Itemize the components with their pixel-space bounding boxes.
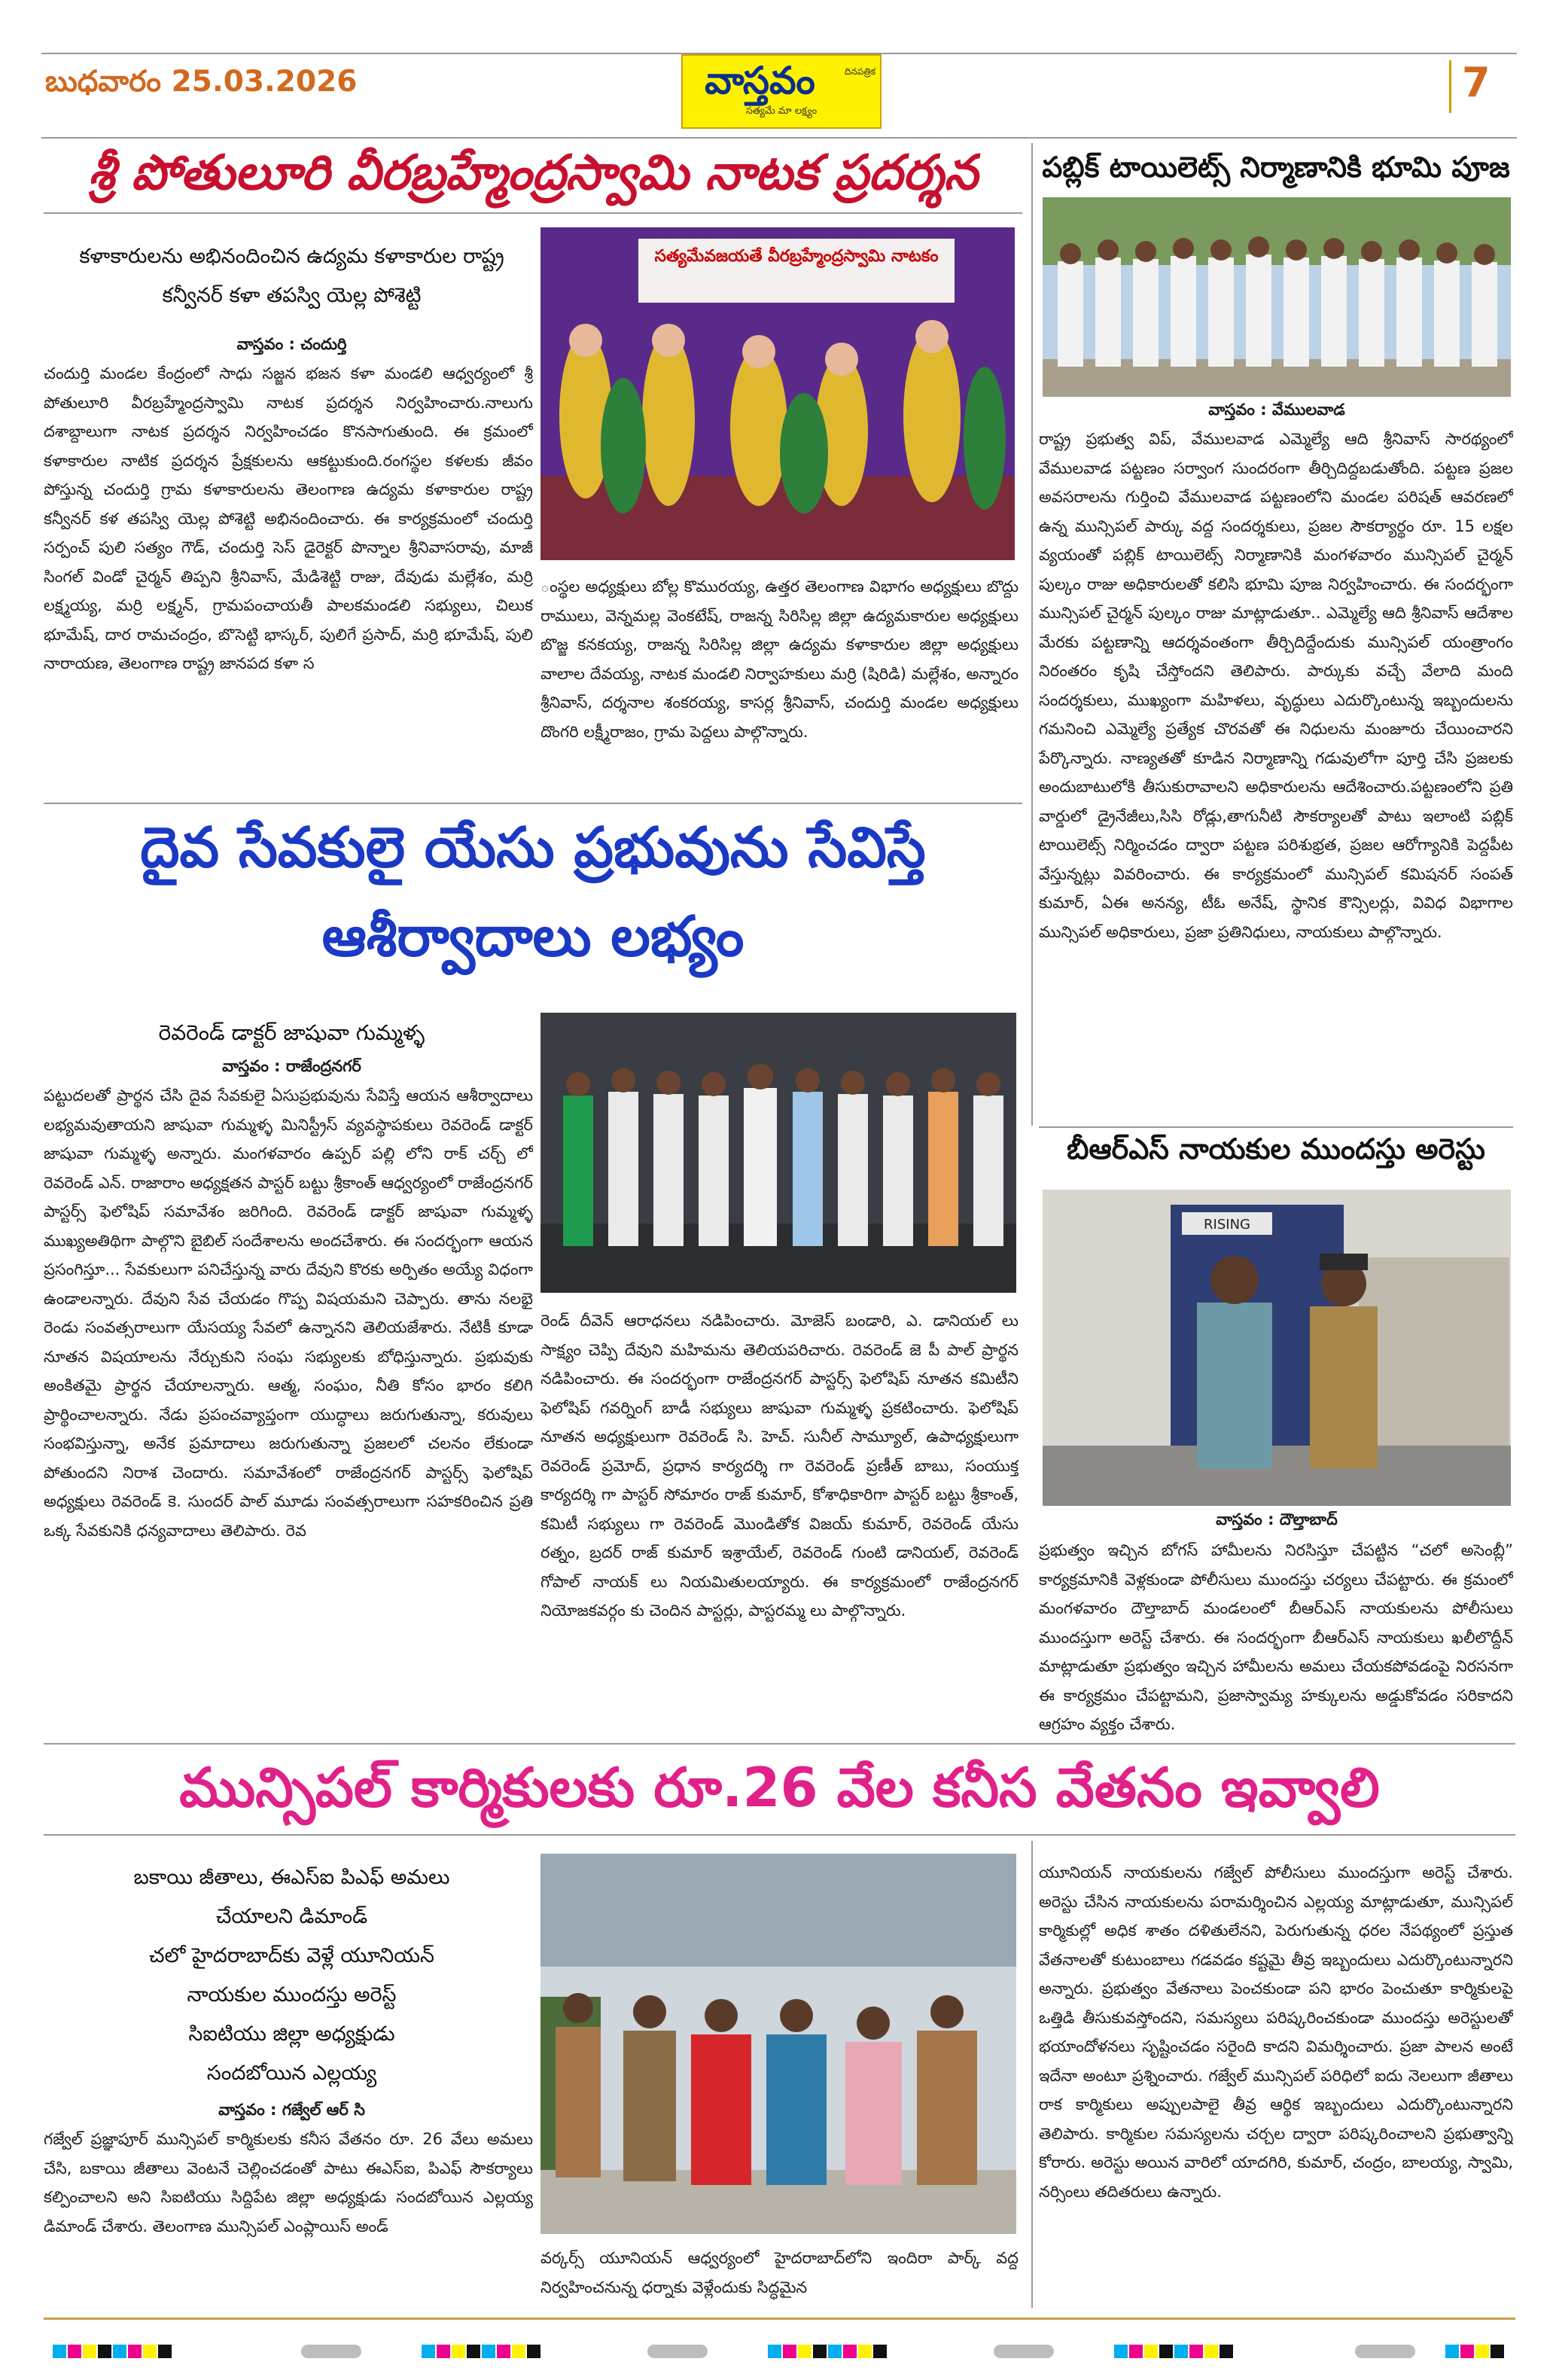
issue-date: బుధవారం 25.03.2026 bbox=[45, 65, 358, 99]
story5-dateline: వాస్తవం : గజ్వేల్ ఆర్ సి bbox=[218, 2101, 365, 2119]
story3-column-1: పట్టుదలతో ప్రార్థన చేసి దైవ సేవకులై ఏసుప్రభువును సేవిస్తే ఆయన ఆశీర్వాదాలు లభ్యమవుతాయని జాషువా గుమ్మళ్ళ మినిస్ట్రీస్ వ్యవస్థాపకులు రెవరెండ్ డాక్టర్ జాషువా గుమ్మళ్ళ అన్నారు. మంగళవారం ఉప్పర్ పల్లి లోని రాక్ చర్చ్ లో రెవరెండ్ ఎన్. రాజారాం అధ్యక్షతన పాస్టర్ బట్టు శ్రీకాంత్ ఆధ్వర్యంలో రాజేంద్రనగర్ పాస్టర్స్ ఫెలోషిప్ సమావేశం జరిగింది. రెవరెండ్ డాక్టర్ జాషువా గుమ్మళ్ళ ముఖ్యఅతిథిగా పాల్గొని బైబిల్ సందేశాలను అందచేశారు. ఈ సందర్భంగా ఆయన ప్రసంగిస్తూ... సేవకులుగా పనిచేస్తున్న వారు దేవుని కొరకు అర్పితం అయ్యే విధంగా ఉండాలన్నారు. దేవుని సేవ చేయడం గొప్ప విషయమని చెప్పారు. తాను నలభై రెండు సంవత్సరాలుగా యేసయ్య సేవలో ఉన్నానని తెలియజేశారు. నేటికీ కూడా నూతన విషయాలను నేర్చుకుని సంఘ సభ్యులకు బోధిస్తున్నారు. ప్రభువుకు అంకితమై ప్రార్థన చేయాలన్నారు. ఆత్మ, సంఘం, నీతి కోసం భారం కలిగి ప్రార్థించాలన్నారు. నేడు ప్రపంచవ్యాప్తంగా యుద్ధాలు జరుగుతున్నా, కరువులు సంభవిస్తున్నా, అనేక ప్రమాదాలు జరుగుతున్నా ప్రజలలో చలనం లేకుండా పోతుందని నిరాశ చెందారు. సమావేశంలో రాజేంద్రనగర్ పాస్టర్స్ ఫెలోషిప్ అధ్యక్షులు రెవరెండ్ కె. సుందర్ పాల్ మూడు సంవత్సరాలుగా సహకరించిన ప్రతి ఒక్క సేవకునికి ధన్యవాదాలు తెలిపారు. రెవ bbox=[44, 1086, 533, 1540]
story4-photo-sign: RISING bbox=[1204, 1217, 1250, 1233]
story4-rule bbox=[1039, 1126, 1513, 1128]
story1-column-1: చందుర్తి మండల కేంద్రంలో సాధు సజ్జన భజన కళా మండలి ఆధ్వర్యంలో శ్రీ పోతులూరి వీరబ్రహ్మేంద్రస్వామి నాటక ప్రదర్శన నిర్వహించారు.నాలుగు దశాబ్దాలుగా నాటక ప్రదర్శన నిర్వహించడం కొనసాగుతుంది. ఈ క్రమంలో కళాకారుల నాటిక ప్రదర్శన ప్రేక్షకులను ఆకట్టుకుంది.రంగస్థల కళలకు జీవం పోస్తున్న చందుర్తి గ్రామ కళాకారులను తెలంగాణ ఉద్యమ కళాకారుల రాష్ట్ర కన్వీనర్ కళ తపస్వి యెల్ల పోశెట్టి అభినందించారు. ఈ కార్యక్రమంలో చందుర్తి సర్పంచ్ పులి సత్యం గౌడ్, చందుర్తి సెస్ డైరెక్టర్ పొన్నాల శ్రీనివాసరావు, మాజీ సింగల్ విండో చైర్మన్ తిప్పని శ్రీనివాస్, మేడిశెట్టి రాజు, దేవుడు మల్లేశం, మర్రి లక్ష్మయ్య, మర్రి లక్ష్మన్, గ్రామపంచాయతీ పాలకమండలి సభ్యులు, చిలుక భూమేష్, దార రామచంద్రం, బొసెట్టి భాస్కర్, పులిగే ప్రసాద్, మర్రి భూమేష్, పులి నారాయణ, తెలంగాణ రాష్ట్ర జానపద కళా స bbox=[44, 364, 533, 672]
story1-intro: కళాకారులను అభినందించిన ఉద్యమ కళాకారుల రాష్ట్ర కన్వీనర్ కళా తపస్వి యెల్ల పోశెట్టి bbox=[79, 245, 504, 307]
story4-photo bbox=[1043, 1190, 1511, 1506]
story1-photo-banner: సత్యమేవజయతే వీరబ్రహ్మేంద్రస్వామి నాటకం bbox=[654, 247, 939, 266]
story4-headline: బీఆర్ఎస్ నాయకుల ముందస్తు అరెస్టు bbox=[1067, 1132, 1485, 1166]
story2-photo bbox=[1043, 197, 1511, 397]
story5-column-divider bbox=[1031, 1841, 1033, 2308]
header-rule bbox=[41, 137, 1517, 139]
story3-byline: రెవరెండ్ డాక్టర్ జాషువా గుమ్మళ్ళ bbox=[158, 1020, 425, 1045]
story5-intro-line: నాయకుల ముందస్తు అరెస్ట్ bbox=[187, 1983, 397, 2007]
story1-headline: శ్రీ పోతులూరి వీరబ్రహ్మేంద్రస్వామి నాటక ప్రదర్శన bbox=[88, 145, 978, 201]
story5-intro-line: చలో హైదరాబాద్‌కు వెళ్లే యూనియన్ bbox=[149, 1944, 434, 1967]
footer-rule bbox=[44, 2318, 1515, 2320]
story3-photo bbox=[540, 1013, 1016, 1293]
story3-dateline: వాస్తవం : రాజేంద్రనగర్ bbox=[222, 1057, 361, 1075]
story5-column-1: గజ్వేల్ ప్రజ్ఞాపూర్ మున్సిపల్ కార్మికులకు కనీస వేతనం రూ. 26 వేలు అమలు చేసి, బకాయి జీతాలు వెంటనే చెల్లించడంతో పాటు ఈఎస్ఐ, పిఎఫ్ సౌకర్యాలు కల్పించాలని అని సిఐటియు సిద్దిపేట జిల్లా అధ్యక్షుడు సందబోయిన ఎల్లయ్య డిమాండ్ చేశారు. తెలంగాణ మున్సిపల్ ఎంప్లాయిస్ అండ్ bbox=[44, 2130, 533, 2235]
story5-photo bbox=[540, 1854, 1016, 2234]
masthead-logo bbox=[681, 54, 882, 129]
story1-photo bbox=[540, 227, 1015, 560]
masthead-title: వాస్తవం bbox=[705, 59, 815, 102]
story3-headline-line1: దైవ సేవకులై యేసు ప్రభువును సేవిస్తే bbox=[140, 815, 926, 880]
story5-headline: మున్సిపల్ కార్మికులకు రూ.26 వేల కనీస వేతనం ఇవ్వాలి bbox=[179, 1756, 1380, 1819]
story5-intro-line: చేయాలని డిమాండ్ bbox=[215, 1905, 368, 1928]
story5-subrule bbox=[44, 1834, 1515, 1836]
page-number: 7 bbox=[1462, 59, 1491, 106]
story3-headline-line2: ఆశీర్వాదాలు లభ్యం bbox=[321, 904, 745, 969]
story1-dateline: వాస్తవం : చందుర్తి bbox=[236, 335, 347, 353]
story4-dateline: వాస్తవం : దౌల్తాబాద్ bbox=[1216, 1510, 1338, 1528]
story4-body: ప్రభుత్వం ఇచ్చిన బోగస్ హామీలను నిరసిస్తూ చేపట్టిన “చలో అసెంబ్లీ” కార్యక్రమానికి వెళ్లకుండా పోలీసులు ముందస్తు చర్యలు చేపట్టారు. ఈ క్రమంలో మంగళవారం దౌల్తాబాద్ మండలంలో బీఆర్ఎస్ నాయకులను పోలీసులు ముందస్తుగా అరెస్ట్ చేశారు. ఈ సందర్భంగా బీఆర్ఎస్ నాయకులు ఖలీలొద్దీన్ మాట్లాడుతూ ప్రభుత్వం ఇచ్చిన హామీలను అమలు చేయకపోవడంపై నిరసనగా ఈ కార్యక్రమం చేపట్టామని, ప్రజాస్వామ్య హక్కులను అడ్డుకోవడం సరికాదని ఆగ్రహం వ్యక్తం చేశారు. bbox=[1039, 1541, 1513, 1733]
story1-rule bbox=[44, 212, 1022, 214]
story5-intro bbox=[53, 1858, 531, 2093]
masthead-subtitle: సత్యమే మా లక్ష్యం bbox=[745, 105, 818, 117]
story2-body: రాష్ట్ర ప్రభుత్వ విప్, వేములవాడ ఎమ్మెల్యే ఆది శ్రీనివాస్ సారథ్యంలో వేములవాడ పట్టణం సర్వాంగ సుందరంగా తీర్చిదిద్దబడుతోంది. పట్టణ ప్రజల అవసరాలను గుర్తించి వేములవాడ పట్టణంలోని మండల పరిషత్ ఆవరణలో ఉన్న మున్సిపల్ పార్కు వద్ద సందర్శకులు, ప్రజల సౌకర్యార్థం రూ. 15 లక్షల వ్యయంతో పబ్లిక్ టాయిలెట్స్ నిర్మాణానికి మంగళవారం మున్సిపల్ చైర్మన్ పుల్కం రాజు అధికారులతో కలిసి భూమి పూజ నిర్వహించారు. ఈ సందర్భంగా మున్సిపల్ చైర్మన్ పుల్కం రాజు మాట్లాడుతూ.. ఎమ్మెల్యే ఆది శ్రీనివాస్ ఆదేశాల మేరకు పట్టణాన్ని ఆదర్శవంతంగా తీర్చిదిద్దేందుకు మున్సిపల్ యంత్రాంగం నిరంతరం కృషి చేస్తోందని తెలిపారు. పార్కుకు వచ్చే వేలాది మంది సందర్శకులు, ముఖ్యంగా మహిళలు, వృద్ధులు ఎదుర్కొంటున్న ఇబ్బందులను గమనించి ఎమ్మెల్యే ప్రత్యేక చొరవతో ఈ నిధులను మంజూరు చేయించారని పేర్కొన్నారు. నాణ్యతతో కూడిన నిర్మాణాన్ని గడువులోగా పూర్తి చేసి ప్రజలకు అందుబాటులోకి తీసుకురావాలని అధికారులను ఆదేశించారు.పట్టణంలోని ప్రతి వార్డులో డ్రైనేజీలు,సిసి రోడ్లు,తాగునీటి సౌకర్యాలతో పాటు ఇలాంటి పబ్లిక్ టాయిలెట్స్ నిర్మించడం ద్వారా పట్టణ పరిశుభ్రత, ప్రజల ఆరోగ్యానికి పెద్దపీట వేస్తున్నట్లు వివరించారు. ఈ కార్యక్రమంలో మున్సిపల్ కమిషనర్ సంపత్ కుమార్, ఏఈ అనన్య, టీఓ అనేష్, స్థానిక కౌన్సిలర్లు, వివిధ విభాగాల మున్సిపల్ అధికారులు, ప్రజా ప్రతినిధులు, నాయకులు పాల్గొన్నారు. bbox=[1039, 430, 1513, 941]
story3-column-2: రెండ్ దీవెన్ ఆరాధనలు నడిపించారు. మోజెస్ బండారి, ఎ. డానియల్ లు సాక్ష్యం చెప్పి దేవుని మహిమను తెలియపరిచారు. రెవరెండ్ జె పీ పాల్ ప్రార్థన నడిపించారు. ఈ సందర్భంగా రాజేంద్రనగర్ పాస్టర్స్ ఫెలోషిప్ నూతన కమిటీని ఫెలోషిప్ గవర్నింగ్ బాడీ సభ్యులు జాషువా గుమ్మళ్ళ ప్రకటించారు. ఫెలోషిప్ నూతన అధ్యక్షులుగా రెవరెండ్ సి. హెచ్. సునీల్ సామ్యూల్, ఉపాధ్యక్షులుగా రెవరెండ్ ప్రమోద్, ప్రధాన కార్యదర్శి గా రెవరెండ్ ప్రణీత్ బాబు, సంయుక్త కార్యదర్శి గా పాస్టర్ సోమారం రాజ్ కుమార్, కోశాధికారిగా పాస్టర్ బట్టు శ్రీకాంత్, కమిటీ సభ్యులు గా రెవరెండ్ మొండితోక విజయ్ కుమార్, రెవరెండ్ యేసు రత్నం, బ్రదర్ రాజ్ కుమార్ ఇశ్రాయేల్, రెవరెండ్ గుంటి డానియల్, రెవరెండ్ గోపాల్ నాయక్ లు నియమితులయ్యారు. ఈ కార్యక్రమంలో రాజేంద్రనగర్ నియోజకవర్గం కు చెందిన పాస్టర్లు, పాస్టరమ్మ లు పాల్గొన్నారు. bbox=[540, 1312, 1019, 1620]
right-column-divider bbox=[1031, 143, 1033, 1126]
story5-intro-line: సందబోయిన ఎల్లయ్య bbox=[206, 2062, 377, 2085]
story5-photo-caption: వర్కర్స్ యూనియన్ ఆధ్వర్యంలో హైదరాబాద్‌లోని ఇందిరా పార్క్ వద్ద నిర్వహించనున్న ధర్నాకు వెళ్లేందుకు సిద్ధమైన bbox=[540, 2249, 1019, 2296]
story2-dateline: వాస్తవం : వేములవాడ bbox=[1208, 401, 1345, 419]
story5-intro-line: బకాయి జీతాలు, ఈఎస్ఐ పిఎఫ్ అమలు bbox=[133, 1866, 450, 1889]
story3-rule bbox=[44, 803, 1022, 804]
story5-column-3: యూనియన్ నాయకులను గజ్వేల్ పోలీసులు ముందస్తుగా అరెస్ట్ చేశారు. అరెస్టు చేసిన నాయకులను పరామర్శించిన ఎల్లయ్య మాట్లాడుతూ, మున్సిపల్ కార్మికుల్లో అధిక శాతం దళితులేనని, పెరుగుతున్న ధరల నేపథ్యంలో ప్రస్తుత వేతనాలతో కుటుంబాలు గడవడం కష్టమై తీవ్ర ఇబ్బందులు ఎదుర్కొంటున్నారని అన్నారు. ప్రభుత్వం వేతనాలు పెంచకుండా పని భారం పెంచుతూ కార్మికులపై ఒత్తిడి తీసుకువస్తోందని, సమస్యలు పరిష్కరించకుండా ముందస్తు అరెస్టులతో భయాందోళనలు సృష్టించడం సరైంది కాదని విమర్శించారు. ప్రజా పాలన అంటే ఇదేనా అంటూ ప్రశ్నించారు. గజ్వేల్ మున్సిపల్ పరిధిలో ఐదు నెలలుగా జీతాలు రాక కార్మికులు అప్పులపాలై తీవ్ర ఆర్థిక ఇబ్బందులు ఎదుర్కొంటున్నారని తెలిపారు. కార్మికుల సమస్యలను చర్చల ద్వారా పరిష్కరించాలని ప్రభుత్వాన్ని కోరారు. అరెస్టు అయిన వారిలో యాదగిరి, కుమార్, చంద్రం, బాలయ్య, స్వామి, నర్సింలు తదితరులు ఉన్నారు. bbox=[1039, 1863, 1513, 2201]
story1-column-2: ంస్థల అధ్యక్షులు బోల్ల కొమురయ్య, ఉత్తర తెలంగాణ విభాగం అధ్యక్షులు బొద్దు రాములు, వెన్నమల్ల వెంకటేష్, రాజన్న సిరిసిల్ల జిల్లా ఉద్యమకారుల అధ్యక్షులు బొజ్జ కనకయ్య, రాజన్న సిరిసిల్ల జిల్లా ఉద్యమ కళాకారుల జిల్లా అధ్యక్షులు వాలాల దేవయ్య, నాటక మండలి నిర్వాహకులు మర్రి (షిరిడి) మల్లేశం, అన్నారం శ్రీనివాస్, దర్శనాల శంకరయ్య, కాసర్ల శ్రీనివాస్, చందుర్తి మండల అధ్యక్షులు దొంగరి లక్ష్మీరాజం, గ్రామ పెద్దలు పాల్గొన్నారు. bbox=[540, 577, 1019, 741]
story5-rule bbox=[44, 1743, 1515, 1745]
story2-headline: పబ్లిక్ టాయిలెట్స్ నిర్మాణానికి భూమి పూజ bbox=[1042, 151, 1510, 184]
registration-marks bbox=[45, 2340, 1513, 2363]
page-number-divider bbox=[1449, 60, 1451, 113]
masthead-tag: దినపత్రిక bbox=[844, 66, 875, 77]
story5-intro-line: సిఐటియు జిల్లా అధ్యక్షుడు bbox=[188, 2022, 395, 2046]
